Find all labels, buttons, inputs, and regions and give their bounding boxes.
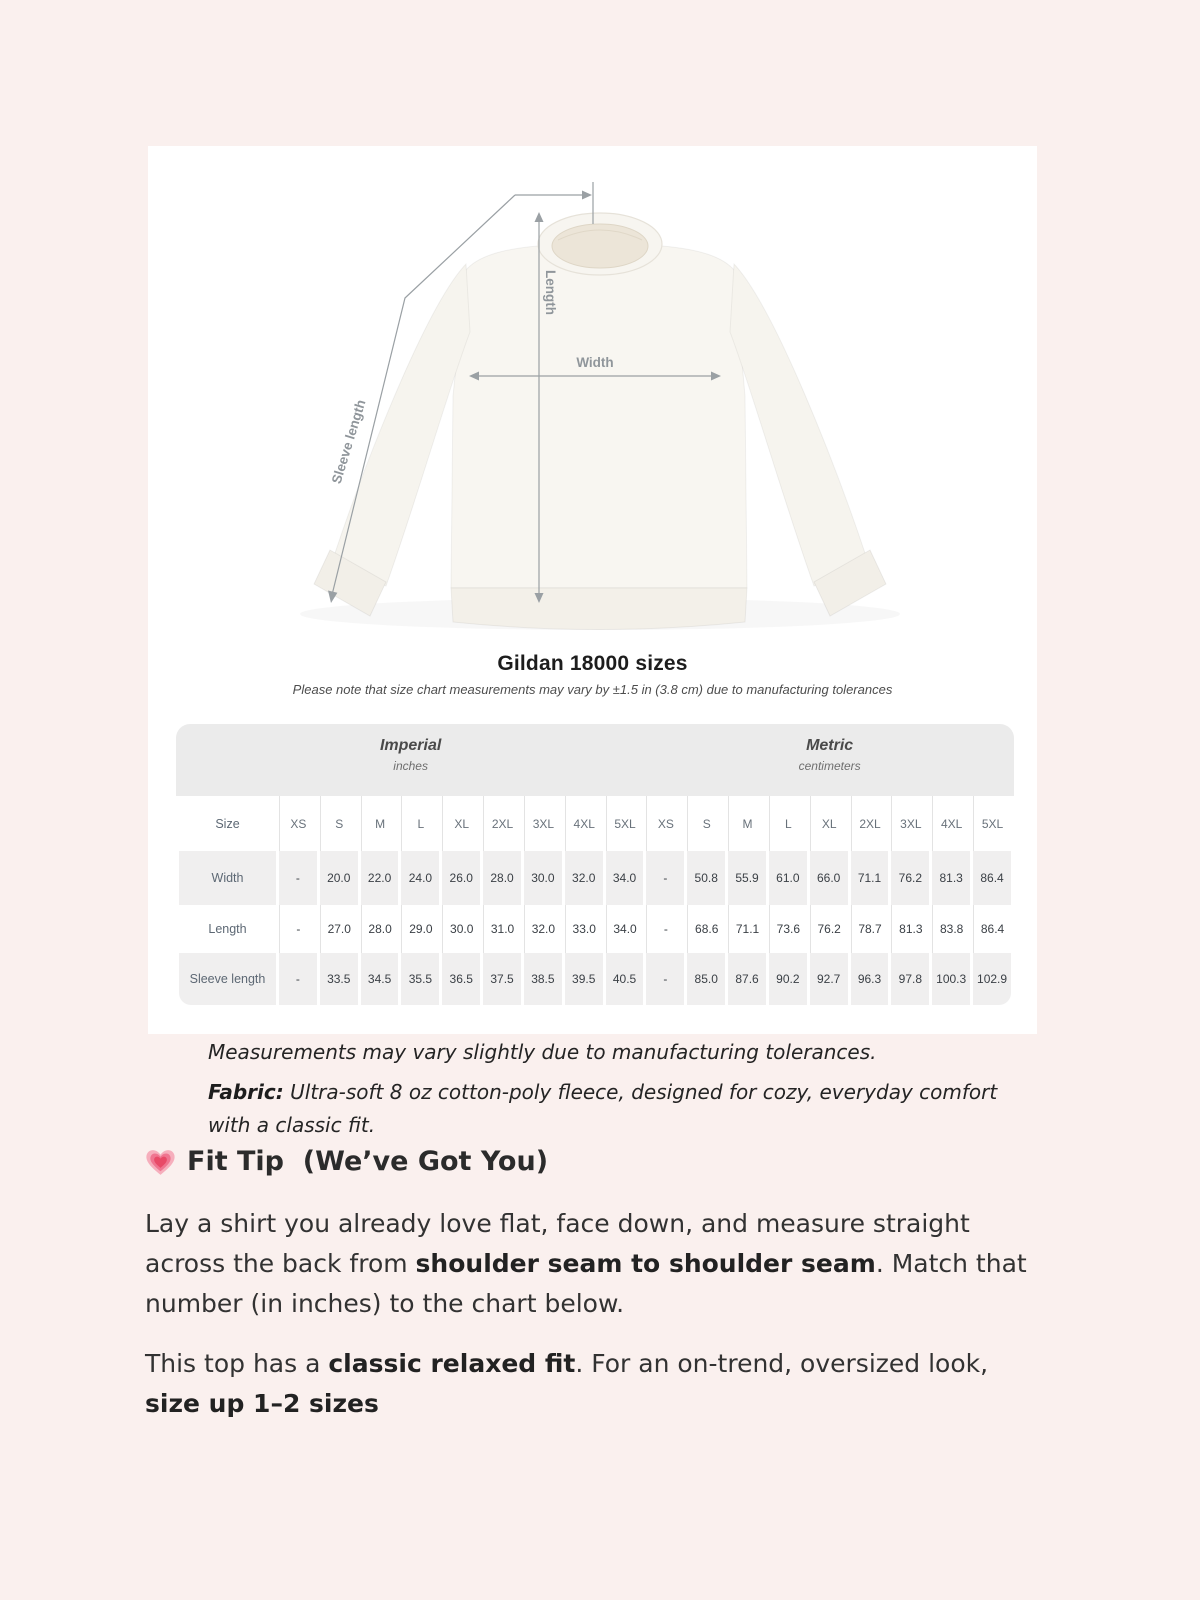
size-value-cell: 71.1 — [851, 851, 889, 905]
fit-tip-heading-text: Fit Tip (We’ve Got You) — [187, 1146, 549, 1177]
size-value-cell: 87.6 — [728, 953, 766, 1005]
size-value-cell: 76.2 — [810, 905, 848, 953]
size-header-cell: S — [320, 796, 358, 851]
row-label: Length — [208, 922, 247, 936]
imperial-label: Imperial — [379, 737, 442, 754]
size-value-cell: 28.0 — [361, 905, 399, 953]
size-value-cell: 22.0 — [361, 851, 399, 905]
size-header-cell: S — [687, 796, 725, 851]
size-header-cell: 5XL — [973, 796, 1011, 851]
metric-header — [645, 737, 1014, 773]
size-value-cell: 61.0 — [769, 851, 807, 905]
size-value-cell: 97.8 — [891, 953, 929, 1005]
size-value-cell: 50.8 — [687, 851, 725, 905]
size-header-cell: 2XL — [483, 796, 521, 851]
size-value-cell: 83.8 — [932, 905, 970, 953]
imperial-header — [176, 737, 645, 773]
unit-header-band — [176, 724, 1014, 796]
size-header-cell: 2XL — [851, 796, 889, 851]
size-value-cell: 37.5 — [483, 953, 521, 1005]
size-value-cell: 33.5 — [320, 953, 358, 1005]
table-row — [179, 905, 1011, 953]
size-header-cell: XL — [442, 796, 480, 851]
size-value-cell: 28.0 — [483, 851, 521, 905]
size-value-cell: - — [279, 953, 317, 1005]
row-label: Sleeve length — [179, 953, 276, 1005]
size-value-cell: 76.2 — [891, 851, 929, 905]
size-value-cell: 81.3 — [891, 905, 929, 953]
size-value-cell: 24.0 — [401, 851, 439, 905]
table-row — [179, 851, 1011, 905]
size-header-cell: L — [769, 796, 807, 851]
size-value-cell: 71.1 — [728, 905, 766, 953]
sweatshirt-measurement-diagram — [148, 146, 1037, 651]
size-value-cell: 34.0 — [606, 851, 644, 905]
size-value-cell: 86.4 — [973, 851, 1011, 905]
size-value-cell: 86.4 — [973, 905, 1011, 953]
size-header-cell: L — [401, 796, 439, 851]
size-value-cell: - — [279, 851, 317, 905]
size-value-cell: 81.3 — [932, 851, 970, 905]
size-header-cell: M — [361, 796, 399, 851]
size-chart-card — [148, 146, 1037, 1034]
size-header-cell: XS — [279, 796, 317, 851]
size-header-cell: M — [728, 796, 766, 851]
size-value-cell: 29.0 — [401, 905, 439, 953]
size-value-cell: - — [646, 851, 684, 905]
size-value-cell: - — [279, 905, 317, 953]
size-value-cell: 33.0 — [565, 905, 603, 953]
table-row — [179, 953, 1011, 1005]
size-value-cell: 38.5 — [524, 953, 562, 1005]
size-value-cell: 39.5 — [565, 953, 603, 1005]
size-value-cell: 20.0 — [320, 851, 358, 905]
size-value-cell: 32.0 — [524, 905, 562, 953]
body-panel — [451, 246, 747, 588]
size-value-cell: 34.0 — [606, 905, 644, 953]
size-value-cell: 73.6 — [769, 905, 807, 953]
size-table-section — [176, 724, 1014, 1005]
size-value-cell: 30.0 — [442, 905, 480, 953]
size-value-cell: 68.6 — [687, 905, 725, 953]
arrow-up-icon — [535, 212, 544, 222]
size-value-cell: 32.0 — [565, 851, 603, 905]
measurements-note: Measurements may vary slightly due to manufacturing tolerances. — [208, 1040, 877, 1064]
tolerance-note: Please note that size chart measurements may vary by ±1.5 in (3.8 cm) due to manufacturing tolerances — [292, 682, 893, 697]
size-header-cell: 4XL — [932, 796, 970, 851]
size-header-row — [179, 796, 1011, 851]
fit-tip-para-1: Lay a shirt you already love flat, face down, and measure straight across the back from shoulder seam to shoulder seam. Match that number (in inches) to the chart below. — [145, 1209, 1027, 1318]
size-header-cell: 4XL — [565, 796, 603, 851]
size-header-cell: XS — [646, 796, 684, 851]
sleeve-length-label: Sleeve length — [328, 397, 369, 486]
size-value-cell: 90.2 — [769, 953, 807, 1005]
size-header-cell: 5XL — [606, 796, 644, 851]
fabric-note: Fabric: Ultra-soft 8 oz cotton-poly fleece, designed for cozy, everyday comfort with a classic fit. — [208, 1080, 998, 1137]
size-value-cell: 55.9 — [728, 851, 766, 905]
fit-tip-heading — [145, 1146, 548, 1177]
size-value-cell: 100.3 — [932, 953, 970, 1005]
length-label: Length — [543, 270, 558, 315]
metric-label: Metric — [806, 737, 854, 754]
chart-title: Gildan 18000 sizes — [497, 652, 688, 675]
size-header-cell: XL — [810, 796, 848, 851]
size-value-cell: - — [646, 905, 684, 953]
fit-tip-para-2: This top has a classic relaxed fit. For an on-trend, oversized look, size up 1–2 sizes — [145, 1349, 989, 1418]
size-table — [176, 796, 1014, 1005]
right-sleeve — [730, 264, 866, 586]
size-value-cell: 27.0 — [320, 905, 358, 953]
size-value-cell: 31.0 — [483, 905, 521, 953]
metric-sublabel: centimeters — [798, 759, 861, 773]
size-value-cell: 30.0 — [524, 851, 562, 905]
arrow-right-icon — [582, 191, 592, 200]
size-value-cell: - — [646, 953, 684, 1005]
size-value-cell: 96.3 — [851, 953, 889, 1005]
size-value-cell: 85.0 — [687, 953, 725, 1005]
row-label: Width — [179, 851, 276, 905]
size-value-cell: 36.5 — [442, 953, 480, 1005]
size-header-cell: 3XL — [891, 796, 929, 851]
size-header-cell: 3XL — [524, 796, 562, 851]
size-value-cell: 35.5 — [401, 953, 439, 1005]
size-value-cell: 66.0 — [810, 851, 848, 905]
hem-band — [451, 588, 747, 630]
sweatshirt-photo — [314, 213, 886, 630]
heart-icon — [145, 1147, 176, 1177]
size-value-cell: 26.0 — [442, 851, 480, 905]
size-value-cell: 78.7 — [851, 905, 889, 953]
size-col-header: Size — [215, 816, 240, 831]
imperial-sublabel: inches — [393, 759, 428, 773]
size-value-cell: 34.5 — [361, 953, 399, 1005]
width-label: Width — [576, 355, 614, 370]
collar-opening — [552, 224, 648, 268]
size-value-cell: 102.9 — [973, 953, 1011, 1005]
size-value-cell: 40.5 — [606, 953, 644, 1005]
size-value-cell: 92.7 — [810, 953, 848, 1005]
